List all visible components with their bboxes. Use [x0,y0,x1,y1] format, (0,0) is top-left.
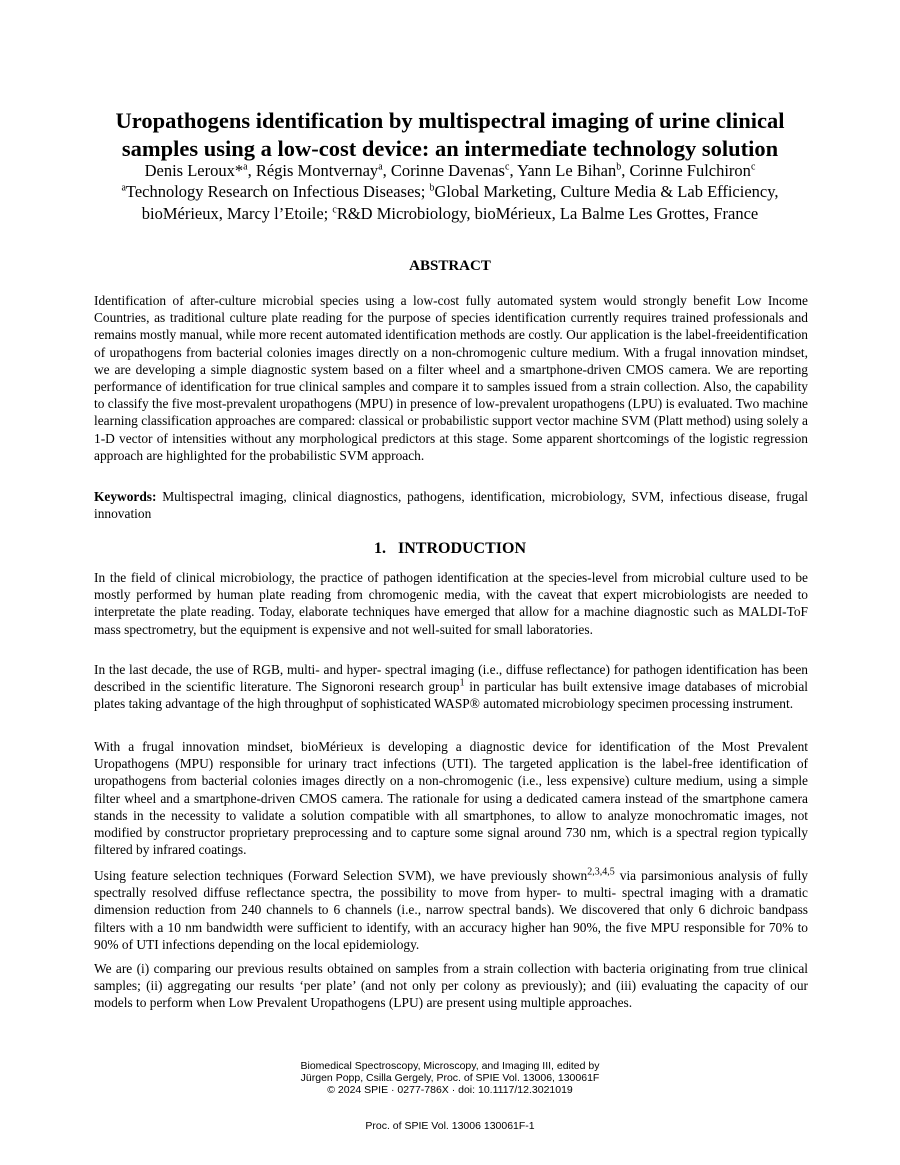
section-title: INTRODUCTION [397,540,526,557]
author-affil-sup: b [616,161,622,173]
affil-sup-a: a [121,182,126,194]
footer-line-3: © 2024 SPIE · 0277-786X · doi: 10.1117/12.3021019 [327,1084,573,1096]
affil-sup-c: c [332,204,337,216]
intro-p4-text-a: Using feature selection techniques (Forward Selection SVM), we have previously shown [94,868,588,883]
author-affil-sup: c [750,161,756,173]
intro-p4-text-b: via parsimonious analysis of fully spectrally resolved diffuse reflectance spectra, the possibility to move from hyper- to multi- spectral imaging with a dramatic dimension reduction from 240 channels to 6 channels (i.e., narrow spectral bands). We discovered that only 6 dichroic bandpass filters with a 10 nm bandwidth were sufficient to identify, with an accuracy higher han 90%, the five MPU responsible for 70% to 90% of UTI infections depending on the local epidemiology. [94,868,809,952]
affiliation-b: Global Marketing, Culture Media & Lab Efficiency, [434,182,779,201]
author-name: Corinne Davenas [390,161,505,180]
footer-citation [200,1060,700,1096]
author-affil-sup: c [504,161,510,173]
author-name: Denis Leroux* [144,161,244,180]
author-list: Denis Leroux*$^a$, Régis Montvernay$^a$, Corinne Davenas$^c$, Yann Le Bihan$^b$, Corinne Fulchiron$^c$ [144,161,756,180]
author-name: Régis Montvernay [255,161,379,180]
author-affil-sup: a [378,161,383,173]
affiliation-a: Technology Research on Infectious Diseases; [125,182,430,201]
footer-line-2: Jürgen Popp, Csilla Gergely, Proc. of SPIE Vol. 13006, 130061F [300,1072,600,1084]
paper-title [60,107,840,163]
section-heading-introduction [60,540,840,558]
page-identifier: Proc. of SPIE Vol. 13006 130061F-1 [365,1120,535,1132]
keywords-label: Keywords: [94,489,157,504]
abstract-heading: ABSTRACT [409,258,491,274]
intro-paragraph-1: In the field of clinical microbiology, the practice of pathogen identification at the species-level from microbial culture used to be mostly performed by human plate reading from chromogenic media, with the caveat that expert microbiologists are needed to interpretate the plate reading. Today, elaborate techniques have emerged that allow for a machine diagnostic such as MALDI-ToF mass spectrometry, but the equipment is expensive and not well-suited for small laboratories. [94,570,808,637]
section-number: 1. [373,540,386,557]
citation-ref: 1 [459,677,465,689]
intro-p2-text-b: in particular has built extensive image databases of microbial plates taking advantage of the high throughput of sophisticated WASP® automated microbiology specimen processing instrument. [94,679,809,712]
affiliation-c: R&D Microbiology, bioMérieux, La Balme Les Grottes, France [336,204,759,223]
intro-paragraph-5: We are (i) comparing our previous results obtained on samples from a strain collection with bacteria originating from true clinical samples; (ii) aggregating our results ‘per plate’ (and not only per colony as previously); and (iii) evaluating the capacity of our models to perform when Low Prevalent Uropathogens (LPU) are present using multiple approaches. [94,961,808,1011]
affiliation-biomerieux: bioMérieux, Marcy l’Etoile; [141,204,333,223]
affiliations [40,181,860,225]
author-name: Yann Le Bihan [517,161,617,180]
abstract-text: Identification of after-culture microbial species using a low-cost fully automated system would strongly benefit Low Income Countries, as traditional culture plate reading for the purpose of species identification currently requires trained professionals and remains mostly manual, while more recent automated identification methods are costly. Our application is the label-freeidentification of uropathogens from bacterial colonies images directly on a non-chromogenic culture medium. With a frugal innovation mindset, we are developing a simple diagnostic system based on a filter wheel and a smartphone-driven CMOS camera. We are reporting performance of identification for true clinical samples and compare it to samples issued from a strain collection. Also, the capability to classify the five most-prevalent uropathogens (MPU) in presence of low-prevalent uropathogens (LPU) is evaluated. Two machine learning classification approaches are compared: classical or probabilistic support vector machine SVM (Platt method) using solely a 1-D vector of intensities without any morphological predictors at this stage. Some apparent shortcomings of the logistic regression approach are highlighted for the probabilistic SVM approach. [94,293,808,463]
author-affil-sup: a [243,161,248,173]
affiliation-line-2 [40,203,860,225]
title-line-2: samples using a low-cost device: an intermediate technology solution [121,136,779,161]
keywords-text: Multispectral imaging, clinical diagnostics, pathogens, identification, microbiology, SVM, infectious disease, frugal innovation [94,489,808,522]
title-line-1: Uropathogens identification by multispectral imaging of urine clinical [115,108,785,133]
affil-sup-b: b [429,182,435,194]
affiliation-line-1 [40,181,860,203]
intro-paragraph-3: With a frugal innovation mindset, bioMérieux is developing a diagnostic device for identification of the Most Prevalent Uropathogens (MPU) responsible for urinary tract infections (UTI). The targeted application is the label-free identification of uropathogens from bacterial colonies images directly on a non-chromogenic (i.e., less expensive) culture medium, using a simple filter wheel and a smartphone-driven CMOS camera. The rationale for using a dedicated camera instead of the smartphone camera stands in the necessity to validate a solution compatible with all smartphones, to allow to analyze monochromatic images, not modified by constructor proprietary preprocessing and to capture some signal around 730 nm, which is a spectral region typically filtered by infrared coatings. [94,739,808,858]
intro-p2-text-a: In the last decade, the use of RGB, multi- and hyper- spectral imaging (i.e., diffuse reflectance) for pathogen identification has been described in the scientific literature. The Signoroni research group [94,662,808,695]
author-name: Corinne Fulchiron [629,161,751,180]
footer-line-1: Biomedical Spectroscopy, Microscopy, and Imaging III, edited by [300,1060,600,1072]
intro-paragraph-4 [94,867,808,953]
intro-paragraph-2 [94,661,808,713]
citation-ref: 2,3,4,5 [587,866,615,878]
keywords [94,488,808,522]
